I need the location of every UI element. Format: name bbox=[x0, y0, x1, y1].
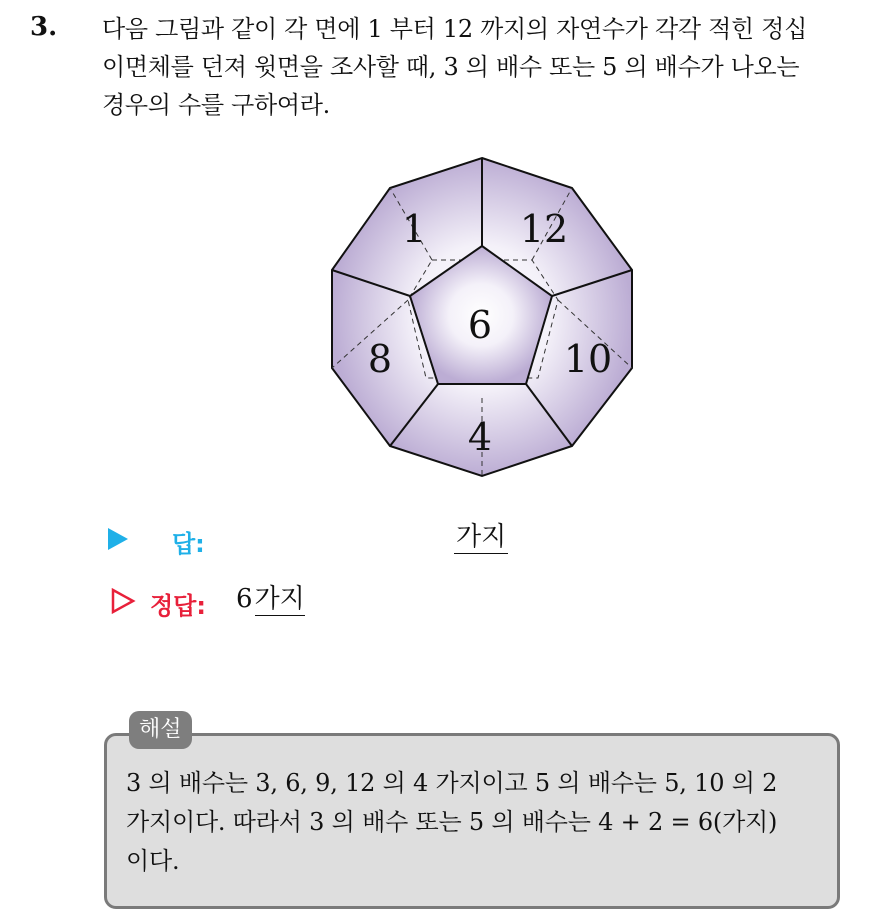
question-number: 3. bbox=[30, 12, 58, 42]
answer-label: 답: bbox=[172, 530, 205, 558]
correct-answer-number: 6 bbox=[236, 584, 253, 614]
solution-line: 이다. bbox=[126, 847, 180, 875]
question-line: 경우의 수를 구하여라. bbox=[102, 91, 330, 119]
play-icon bbox=[108, 528, 128, 550]
face-label-left: 8 bbox=[367, 337, 393, 381]
answer-input-blank[interactable]: 가지 bbox=[456, 522, 507, 552]
answer-row bbox=[108, 520, 808, 560]
solution-tag: 해설 bbox=[129, 711, 192, 749]
question-line: 다음 그림과 같이 각 면에 1 부터 12 까지의 자연수가 각각 적힌 정십 bbox=[102, 15, 807, 43]
face-label-top-left: 1 bbox=[401, 207, 427, 251]
question-text bbox=[102, 10, 867, 124]
question-line: 이면체를 던져 윗면을 조사할 때, 3 의 배수 또는 5 의 배수가 나오는 bbox=[102, 53, 800, 81]
correct-answer-unit: 가지 bbox=[254, 584, 305, 614]
face-label-bottom: 4 bbox=[467, 415, 493, 459]
solution-text bbox=[126, 764, 826, 881]
solution-line: 가지이다. 따라서 3 의 배수 또는 5 의 배수는 4 + 2 = 6(가지) bbox=[126, 808, 778, 836]
dodecahedron-figure bbox=[322, 150, 642, 480]
dodecahedron-svg bbox=[322, 150, 642, 480]
face-label-right: 10 bbox=[563, 337, 613, 381]
correct-answer-label: 정답: bbox=[150, 592, 206, 620]
solution-line: 3 의 배수는 3, 6, 9, 12 의 4 가지이고 5 의 배수는 5, 10 의 2 bbox=[126, 769, 778, 797]
outline-play-icon bbox=[110, 588, 136, 614]
face-label-center: 6 bbox=[467, 303, 493, 347]
face-label-top-right: 12 bbox=[519, 207, 569, 251]
correct-answer-row bbox=[108, 582, 808, 622]
correct-answer-value bbox=[236, 584, 305, 614]
